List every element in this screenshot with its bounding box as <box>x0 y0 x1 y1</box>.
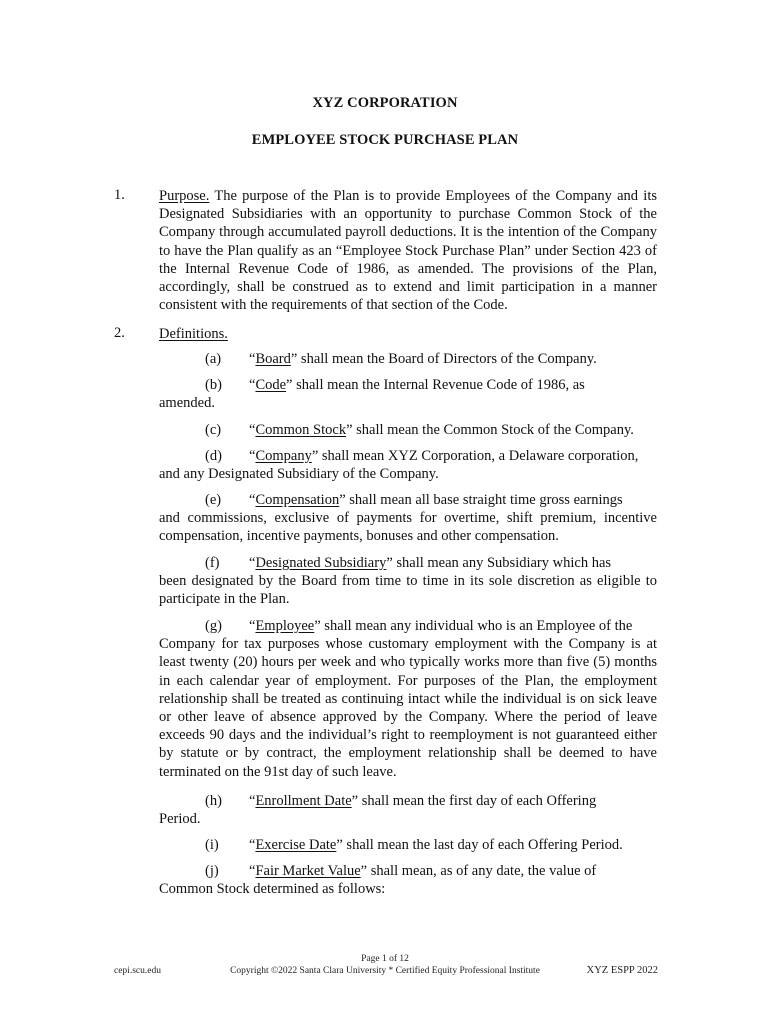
footer-document-id: XYZ ESPP 2022 <box>586 965 658 976</box>
definition-term: Company <box>255 448 312 464</box>
definition-label: (c) <box>205 422 222 438</box>
definition-term: Enrollment Date <box>255 793 352 809</box>
definition-label: (h) <box>205 793 222 809</box>
definition-text: and any Designated Subsidiary of the Company. <box>159 466 439 483</box>
definition-text: Common Stock determined as follows: <box>159 881 386 898</box>
definition-term: Fair Market Value <box>255 863 361 879</box>
definition-text: Company for tax purposes whose customary employment with the Company is at least twenty (20) hours per week and who typically works more than five (5) months in each calendar year of employment. For purposes of the Plan, the employment relationship shall be treated as continuing intact while the individual is on sick leave or other leave of absence approved by the Company. Where the period of leave exceeds 90 days and the individual’s right to reemployment is not guaranteed either by statute or by contract, the employment relationship shall be deemed to have terminated on the 91st day of such leave. <box>159 636 657 780</box>
definition-text: amended. <box>159 395 215 412</box>
definition-item: (a) “Board” shall mean the Board of Directors of the Company. <box>205 351 597 367</box>
section-heading: Purpose. <box>159 188 210 204</box>
company-title: XYZ CORPORATION <box>312 95 458 111</box>
section-heading: Definitions. <box>159 326 228 342</box>
definition-label: (j) <box>205 863 219 879</box>
definition-term: Exercise Date <box>255 837 337 853</box>
section-number: 2. <box>114 325 125 341</box>
definition-label: (d) <box>205 448 222 464</box>
definition-term: Board <box>255 351 291 367</box>
definition-item: (h) “Enrollment Date” shall mean the first day of each Offering Period. <box>159 792 657 828</box>
definition-label: (a) <box>205 351 222 367</box>
definition-item: (j) “Fair Market Value” shall mean, as of any date, the value of Common Stock determined as follows: <box>159 862 657 898</box>
plan-title: EMPLOYEE STOCK PURCHASE PLAN <box>251 132 519 148</box>
definition-item: (d) “Company” shall mean XYZ Corporation, a Delaware corporation, and any Designated Subsidiary of the Company. <box>159 447 657 483</box>
section-text: The purpose of the Plan is to provide Employees of the Company and its Designated Subsidiaries with an opportunity to purchase Common Stock of the Company through accumulated payroll deductions. It is the intention of the Company to have the Plan qualify as an “Employee Stock Purchase Plan” under Section 423 of the Internal Revenue Code of 1986, as amended. The provisions of the Plan, accordingly, shall be construed as to extend and limit participation in a manner consistent with the requirements of that section of the Code. <box>159 188 657 314</box>
definition-item: (e) “Compensation” shall mean all base straight time gross earnings and commissions, exclusive of payments for overtime, shift premium, incentive compensation, incentive payments, bonuses and other compensation. <box>159 492 657 545</box>
definition-item: (f) “Designated Subsidiary” shall mean any Subsidiary which has been designated by the Board from time to time in its sole discretion as eligible to participate in the Plan. <box>159 555 657 608</box>
definition-text: been designated by the Board from time to time in its sole discretion as eligible to participate in the Plan. <box>159 573 657 608</box>
definition-label: (f) <box>205 555 220 571</box>
definition-text: Period. <box>159 811 201 828</box>
page-number: Page 1 of 12 <box>361 954 409 964</box>
footer-website: cepi.scu.edu <box>114 966 161 976</box>
section-number: 1. <box>114 187 125 203</box>
definition-item: (i) “Exercise Date” shall mean the last day of each Offering Period. <box>205 837 623 853</box>
definition-item: (b) “Code” shall mean the Internal Revenue Code of 1986, as amended. <box>159 376 657 412</box>
definition-text: and commissions, exclusive of payments for overtime, shift premium, incentive compensation, incentive payments, bonuses and other compensation. <box>159 510 657 545</box>
definition-term: Employee <box>255 618 315 634</box>
definition-label: (e) <box>205 492 222 508</box>
definition-term: Common Stock <box>255 422 347 438</box>
definition-term: Code <box>255 377 287 393</box>
definition-item: (c) “Common Stock” shall mean the Common Stock of the Company. <box>205 422 634 438</box>
definition-label: (b) <box>205 377 222 393</box>
definition-item: (g) “Employee” shall mean any individual who is an Employee of the Company for tax purposes whose customary employment with the Company is at least twenty (20) hours per week and who typically works more than five (5) months in each calendar year of employment. For purposes of the Plan, the employment relationship shall be treated as continuing intact while the individual is on sick leave or other leave of absence approved by the Company. Where the period of leave exceeds 90 days and the individual’s right to reemployment is not guaranteed either by statute or by contract, the employment relationship shall be deemed to have terminated on the 91st day of such leave. <box>159 618 657 780</box>
section-purpose <box>159 187 657 314</box>
definition-label: (g) <box>205 618 222 634</box>
definition-label: (i) <box>205 837 219 853</box>
definition-term: Designated Subsidiary <box>255 555 387 571</box>
footer-copyright: Copyright ©2022 Santa Clara University * Certified Equity Professional Institute <box>230 966 540 976</box>
definition-term: Compensation <box>255 492 340 508</box>
